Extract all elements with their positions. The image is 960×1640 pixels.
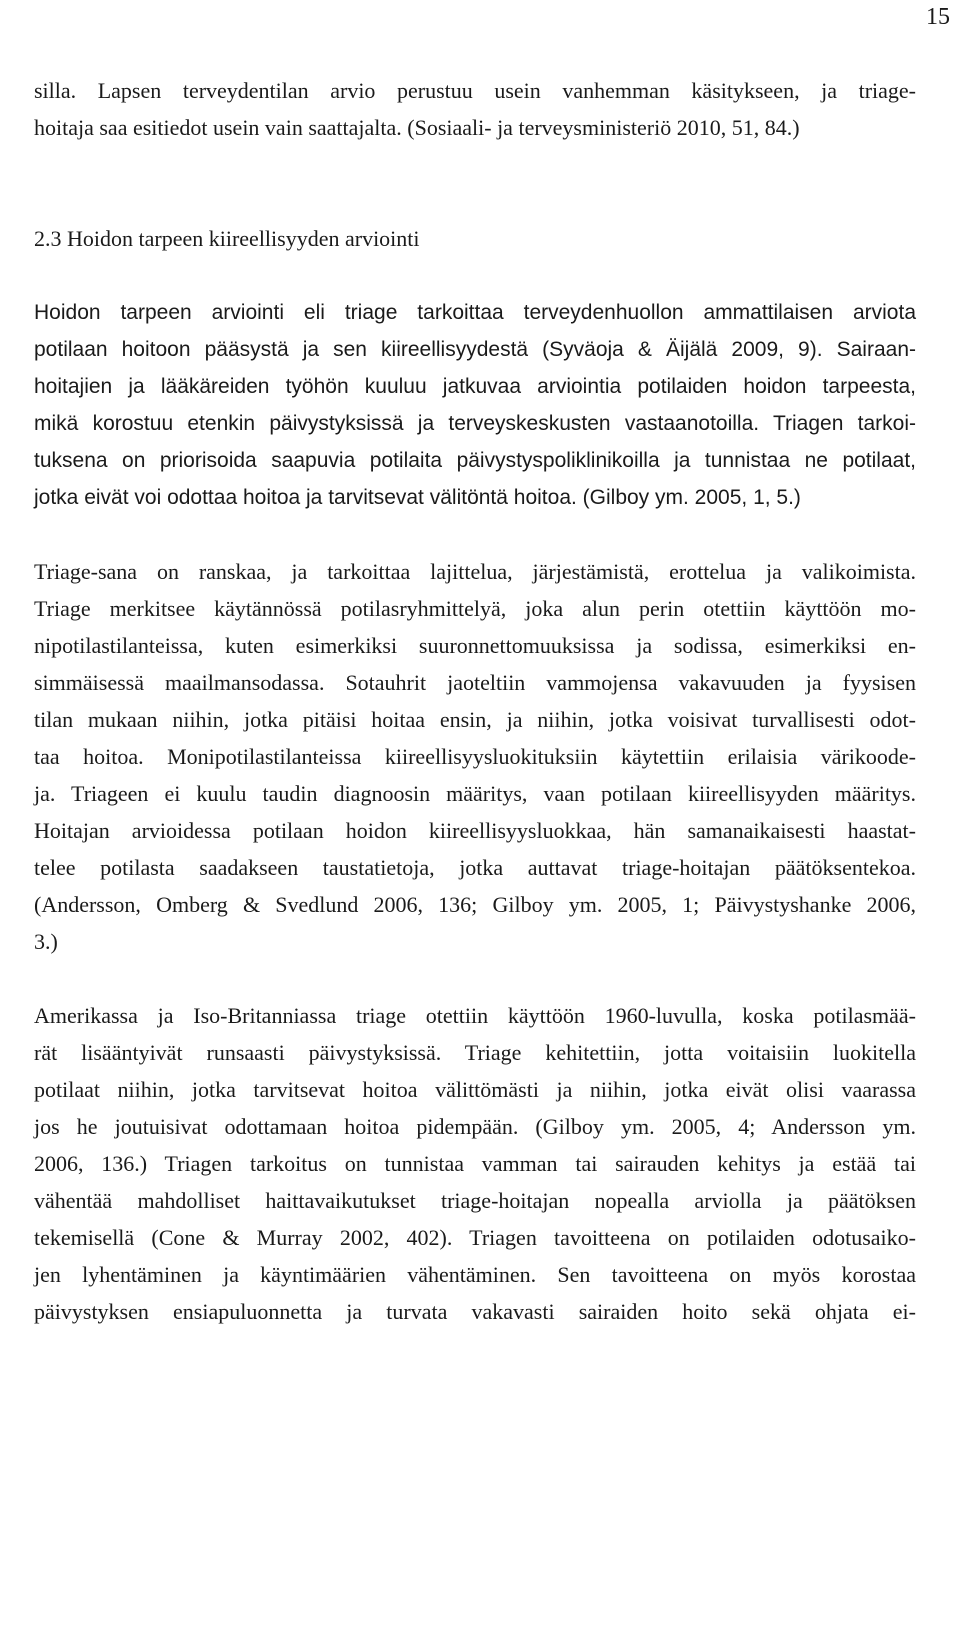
paragraph-triage-definition — [34, 294, 916, 516]
text-line: Triage-sana on ranskaa, ja tarkoittaa lajittelua, järjestämistä, erottelua ja valikoimista. — [34, 559, 916, 584]
text-line: jen lyhentäminen ja käyntimäärien vähentäminen. Sen tavoitteena on myös korostaa — [34, 1262, 916, 1287]
text-line: potilaan hoitoon pääsystä ja sen kiireellisyydestä (Syväoja & Äijälä 2009, 9). Sairaan- — [34, 338, 916, 361]
paragraph-triage-history — [34, 553, 916, 960]
text-line: Amerikassa ja Iso-Britanniassa triage otettiin käyttöön 1960-luvulla, koska potilasmää- — [34, 1003, 916, 1028]
text-line: Triage merkitsee käytännössä potilasryhmittelyä, joka alun perin otettiin käyttöön mo- — [34, 596, 916, 621]
text-line: Hoitajan arvioidessa potilaan hoidon kiireellisyysluokkaa, hän samanaikaisesti haastat- — [34, 818, 916, 843]
paragraph-triage-purpose — [34, 997, 916, 1330]
text-line: telee potilasta saadakseen taustatietoja, jotka auttavat triage-hoitajan päätöksentekoa. — [34, 855, 916, 880]
text-line: jos he joutuisivat odottamaan hoitoa pidempään. (Gilboy ym. 2005, 4; Andersson ym. — [34, 1114, 916, 1139]
document-body — [34, 72, 916, 1330]
intro-paragraph — [34, 72, 916, 146]
section-heading: 2.3 Hoidon tarpeen kiireellisyyden arviointi — [34, 226, 420, 251]
text-line: ja. Triageen ei kuulu taudin diagnoosin määritys, vaan potilaan kiireellisyyden määritys. — [34, 781, 916, 806]
text-line: silla. Lapsen terveydentilan arvio perustuu usein vanhemman käsitykseen, ja triage- — [34, 78, 916, 103]
text-line: tuksena on priorisoida saapuvia potilaita päivystyspoliklinikoilla ja tunnistaa ne potilaat, — [34, 449, 916, 472]
text-line: tekemisellä (Cone & Murray 2002, 402). Triagen tavoitteena on potilaiden odotusaiko- — [34, 1225, 916, 1250]
text-line: tilan mukaan niihin, jotka pitäisi hoitaa ensin, ja niihin, jotka voisivat turvallisesti odot- — [34, 707, 916, 732]
text-line: mikä korostuu etenkin päivystyksissä ja terveyskeskusten vastaanotoilla. Triagen tarkoi- — [34, 412, 916, 435]
text-line: Hoidon tarpeen arviointi eli triage tarkoittaa terveydenhuollon ammattilaisen arviota — [34, 301, 916, 324]
text-line: hoitaja saa esitiedot usein vain saattajalta. (Sosiaali- ja terveysministeriö 2010, 51, 84.) — [34, 115, 800, 140]
text-line: (Andersson, Omberg & Svedlund 2006, 136; Gilboy ym. 2005, 1; Päivystyshanke 2006, — [34, 892, 916, 917]
text-line: taa hoitoa. Monipotilastilanteissa kiireellisyysluokituksiin käytettiin erilaisia värikoode- — [34, 744, 916, 769]
text-line: jotka eivät voi odottaa hoitoa ja tarvitsevat välitöntä hoitoa. (Gilboy ym. 2005, 1, 5.) — [34, 486, 801, 509]
text-line: rät lisääntyivät runsaasti päivystyksissä. Triage kehitettiin, jotta voitaisiin luokitella — [34, 1040, 916, 1065]
text-line: vähentää mahdolliset haittavaikutukset triage-hoitajan nopealla arviolla ja päätöksen — [34, 1188, 916, 1213]
text-line: potilaat niihin, jotka tarvitsevat hoitoa välittömästi ja niihin, jotka eivät olisi vaarassa — [34, 1077, 916, 1102]
text-line: 2006, 136.) Triagen tarkoitus on tunnistaa vamman tai sairauden kehitys ja estää tai — [34, 1151, 916, 1176]
text-line: hoitajien ja lääkäreiden työhön kuuluu jatkuvaa arviointia potilaiden hoidon tarpeesta, — [34, 375, 916, 398]
text-line: simmäisessä maailmansodassa. Sotauhrit jaoteltiin vammojensa vakavuuden ja fyysisen — [34, 670, 916, 695]
text-line: päivystyksen ensiapuluonnetta ja turvata vakavasti sairaiden hoito sekä ohjata ei- — [34, 1299, 916, 1324]
text-line: 3.) — [34, 929, 58, 954]
page-number: 15 — [926, 4, 950, 30]
text-line: nipotilastilanteissa, kuten esimerkiksi suuronnettomuuksissa ja sodissa, esimerkiksi en- — [34, 633, 916, 658]
